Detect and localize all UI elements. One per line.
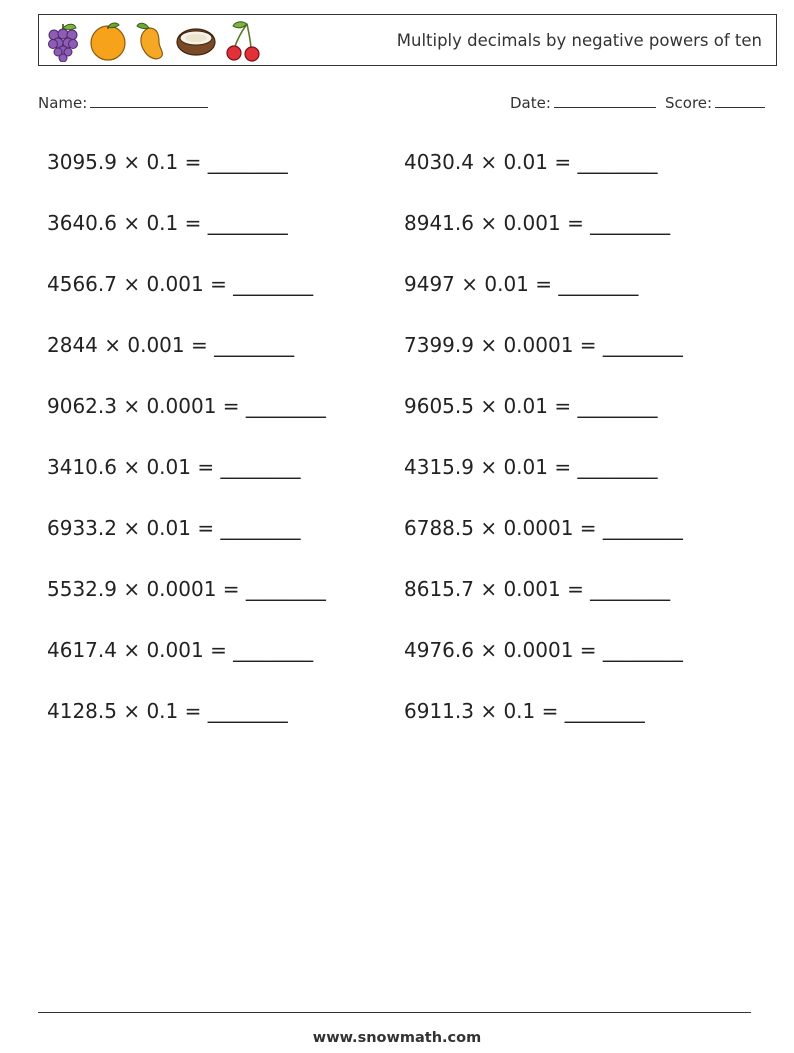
problem-right-3: 9497 × 0.01 = ________ <box>404 272 639 296</box>
name-label: Name: <box>38 94 88 112</box>
problem-left-7: 6933.2 × 0.01 = ________ <box>47 516 301 540</box>
worksheet-title: Multiply decimals by negative powers of ten <box>396 31 762 50</box>
grapes-icon <box>45 20 81 62</box>
problem-left-5: 9062.3 × 0.0001 = ________ <box>47 394 326 418</box>
score-label: Score: <box>665 94 713 112</box>
problem-left-9: 4617.4 × 0.001 = ________ <box>47 638 314 662</box>
problem-right-2: 8941.6 × 0.001 = ________ <box>404 211 671 235</box>
problem-left-8: 5532.9 × 0.0001 = ________ <box>47 577 326 601</box>
problem-right-9: 4976.6 × 0.0001 = ________ <box>404 638 683 662</box>
problem-right-4: 7399.9 × 0.0001 = ________ <box>404 333 683 357</box>
date-blank[interactable] <box>554 92 656 108</box>
orange-icon <box>87 20 129 62</box>
problem-right-1: 4030.4 × 0.01 = ________ <box>404 150 658 174</box>
problem-right-7: 6788.5 × 0.0001 = ________ <box>404 516 683 540</box>
worksheet-header <box>38 14 777 66</box>
date-field[interactable] <box>510 92 656 112</box>
problem-right-10: 6911.3 × 0.1 = ________ <box>404 699 645 723</box>
score-field[interactable] <box>665 92 765 112</box>
problem-right-6: 4315.9 × 0.01 = ________ <box>404 455 658 479</box>
problem-left-4: 2844 × 0.001 = ________ <box>47 333 295 357</box>
cherries-icon <box>223 20 263 62</box>
mango-icon <box>135 20 169 62</box>
name-blank[interactable] <box>90 92 208 108</box>
problem-right-5: 9605.5 × 0.01 = ________ <box>404 394 658 418</box>
problem-left-6: 3410.6 × 0.01 = ________ <box>47 455 301 479</box>
problem-left-10: 4128.5 × 0.1 = ________ <box>47 699 288 723</box>
fruit-icons <box>45 19 263 63</box>
score-blank[interactable] <box>715 92 765 108</box>
footer-website[interactable]: www.snowmath.com <box>312 1030 482 1046</box>
name-field[interactable] <box>38 92 208 112</box>
problem-left-2: 3640.6 × 0.1 = ________ <box>47 211 288 235</box>
problem-right-8: 8615.7 × 0.001 = ________ <box>404 577 671 601</box>
footer-divider <box>38 1012 751 1013</box>
coconut-icon <box>175 20 217 62</box>
date-label: Date: <box>510 94 551 112</box>
problem-left-3: 4566.7 × 0.001 = ________ <box>47 272 314 296</box>
problem-left-1: 3095.9 × 0.1 = ________ <box>47 150 288 174</box>
